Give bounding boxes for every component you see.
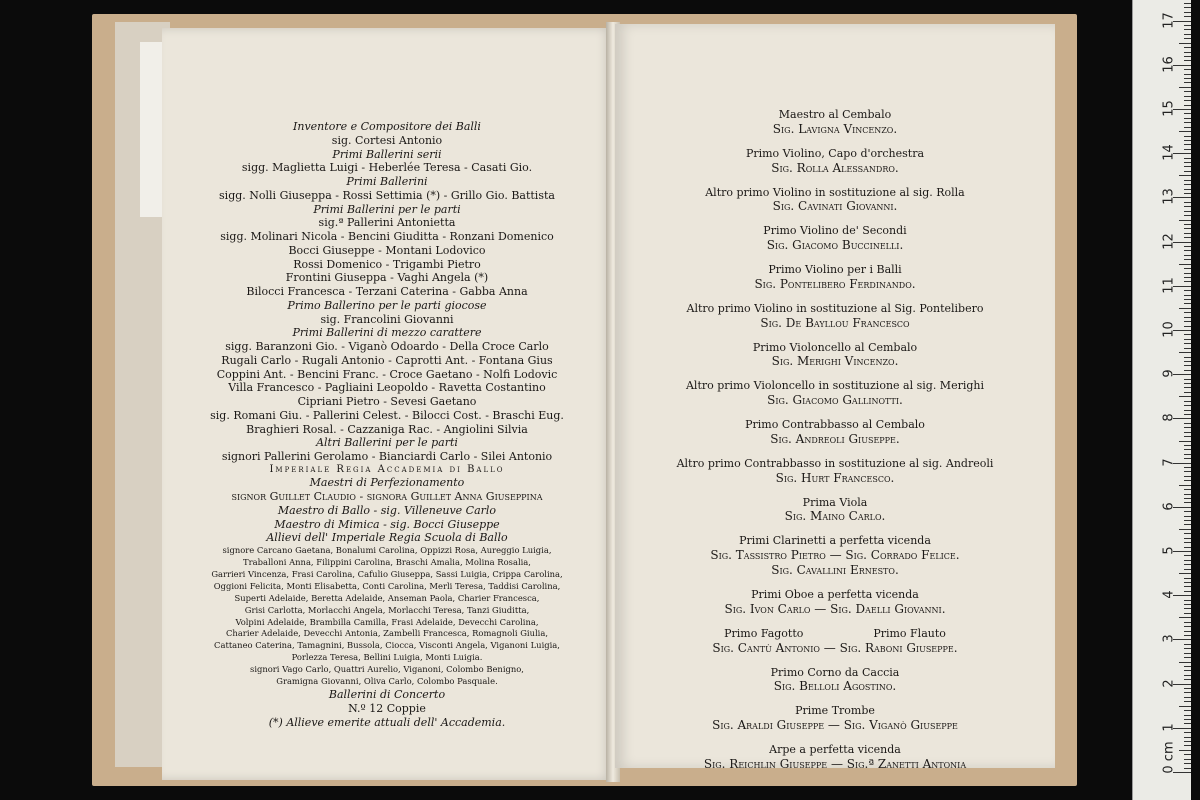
ruler-tick <box>1184 608 1191 609</box>
left-line: signore Carcano Gaetana, Bonalumi Carolina, Oppizzi Rosa, Aureggio Luigia, <box>222 545 552 555</box>
left-line: sigg. Maglietta Luigi - Heberlée Teresa - Casati Gio. <box>241 161 533 175</box>
ruler-tick <box>1184 533 1191 534</box>
left-line: Allievi dell' Imperiale Regia Scuola di Ballo <box>266 531 508 545</box>
ruler-tick <box>1184 277 1191 278</box>
ruler-tick <box>1179 87 1191 88</box>
left-line: signori Pallerini Gerolamo - Bianciardi Carlo - Silei Antonio <box>221 450 553 463</box>
musician-name: Sig. Ivon Carlo — Sig. Daelli Giovanni. <box>724 601 946 616</box>
ruler-tick <box>1184 644 1191 645</box>
left-line: Grisi Carlotta, Morlacchi Angela, Morlacchi Teresa, Tanzi Giuditta, <box>244 604 530 615</box>
ruler-tick <box>1184 423 1191 424</box>
ruler-tick <box>1184 96 1191 97</box>
ruler-tick <box>1184 273 1191 274</box>
musician-name: Sig. Hurt Francesco. <box>775 470 895 485</box>
ruler-tick <box>1184 542 1191 543</box>
ruler-tick <box>1179 131 1191 132</box>
ruler-tick <box>1184 140 1191 141</box>
ruler-tick <box>1184 657 1191 658</box>
left-line: Primi Ballerini serii <box>332 147 442 161</box>
ruler-number: 12 <box>1161 232 1177 250</box>
left-line: Superti Adelaide, Beretta Adelaide, Anseman Paola, Charier Francesca, <box>234 592 540 603</box>
ruler-tick <box>1184 710 1191 711</box>
ruler-tick <box>1184 82 1191 83</box>
ruler-tick <box>1184 171 1191 172</box>
role-heading: Altro primo Violino in sostituzione al sig. Rolla <box>705 185 965 199</box>
left-line: Maestro di Mimica - sig. Bocci Giuseppe <box>274 517 500 531</box>
ruler-tick <box>1184 268 1191 269</box>
ruler-tick <box>1179 264 1191 265</box>
ruler-number: 3 <box>1161 634 1177 644</box>
ruler-tick <box>1184 688 1191 689</box>
ruler-number: 4 <box>1161 590 1177 599</box>
ruler-tick <box>1184 12 1191 13</box>
ruler-tick <box>1184 317 1191 318</box>
ruler-tick <box>1184 348 1191 349</box>
ruler-tick <box>1184 445 1191 446</box>
ruler-tick <box>1179 485 1191 486</box>
ruler-tick <box>1179 352 1191 353</box>
ruler-tick <box>1184 586 1191 587</box>
ruler-tick <box>1184 489 1191 490</box>
ruler-tick <box>1184 69 1191 70</box>
ruler-tick <box>1184 361 1191 362</box>
ruler-tick <box>1184 732 1191 733</box>
ruler-tick <box>1184 582 1191 583</box>
role-heading: Primi Oboe a perfetta vicenda <box>751 588 919 601</box>
ruler-tick <box>1184 692 1191 693</box>
left-line: Porlezza Teresa, Bellini Luigia, Monti Luigia. <box>291 652 483 663</box>
ruler-tick <box>1184 295 1191 296</box>
ruler-tick <box>1184 25 1191 26</box>
left-page <box>162 28 612 780</box>
role-heading: Primo Violino, Capo d'orchestra <box>745 146 925 160</box>
ruler-tick <box>1184 648 1191 649</box>
ruler-tick <box>1184 569 1191 570</box>
ruler-tick <box>1179 220 1191 221</box>
ruler-tick <box>1184 405 1191 406</box>
ruler-tick <box>1184 74 1191 75</box>
ruler-tick <box>1184 224 1191 225</box>
left-line: Primi Ballerini <box>346 175 428 188</box>
ruler-tick <box>1184 166 1191 167</box>
ruler-tick <box>1184 3 1191 4</box>
ruler-tick <box>1184 189 1191 190</box>
ruler-tick <box>1184 458 1191 459</box>
ruler-tick <box>1184 162 1191 163</box>
role-heading: Altro primo Violoncello in sostituzione al sig. Merighi <box>685 379 984 393</box>
ruler-tick <box>1184 768 1191 769</box>
musician-name: Sig. Rolla Alessandro. <box>771 160 899 175</box>
ruler-tick <box>1184 357 1191 358</box>
left-line: Bilocci Francesca - Terzani Caterina - Gabba Anna <box>246 285 528 298</box>
ruler-tick <box>1184 401 1191 402</box>
ruler-tick <box>1179 441 1191 442</box>
ruler-tick <box>1184 591 1191 592</box>
musician-name: Sig. Belloli Agostino. <box>773 679 897 694</box>
role-heading: Prima Viola <box>802 495 868 509</box>
ruler-tick <box>1184 100 1191 101</box>
ruler-tick <box>1184 653 1191 654</box>
ruler-tick <box>1184 494 1191 495</box>
musician-name: Sig. De Bayllou Francesco <box>760 315 910 330</box>
ruler-tick <box>1184 410 1191 411</box>
ruler-number: 1 <box>1161 723 1177 732</box>
left-line: Cattaneo Caterina, Tamagnini, Bussola, Ciocca, Visconti Angela, Viganoni Luigia, <box>214 640 560 651</box>
ruler-tick <box>1184 476 1191 477</box>
left-line: Maestri di Perfezionamento <box>309 476 465 490</box>
ruler-tick <box>1184 449 1191 450</box>
right-page <box>615 24 1055 771</box>
ruler-tick <box>1184 184 1191 185</box>
ruler-tick <box>1179 396 1191 397</box>
ruler-tick <box>1184 105 1191 106</box>
ruler-tick <box>1184 383 1191 384</box>
ruler-tick <box>1184 635 1191 636</box>
ruler-tick <box>1184 670 1191 671</box>
ruler-tick <box>1184 737 1191 738</box>
ruler-tick <box>1184 299 1191 300</box>
left-line: Garrieri Vincenza, Frasi Carolina, Cafulio Giuseppa, Sassi Luigia, Crippa Carolina, <box>211 568 563 579</box>
ruler-tick <box>1184 250 1191 251</box>
ruler-tick <box>1184 564 1191 565</box>
ruler-tick <box>1184 480 1191 481</box>
role-heading: Primo Violoncello al Cembalo <box>752 340 918 354</box>
ruler-tick <box>1184 379 1191 380</box>
ruler-tick <box>1184 180 1191 181</box>
ruler-tick <box>1184 520 1191 521</box>
role-heading: Primo Contrabbasso al Cembalo <box>745 418 925 431</box>
musician-name: Sig. Merighi Vincenzo. <box>771 354 899 369</box>
ruler-tick <box>1184 211 1191 212</box>
musician-name: Sig. Araldi Giuseppe — Sig. Viganò Giuseppe <box>712 718 958 732</box>
measuring-ruler <box>1132 0 1191 800</box>
ruler-tick <box>1184 471 1191 472</box>
role-heading: Primo Violino per i Balli <box>768 263 902 276</box>
ruler-tick <box>1184 52 1191 53</box>
ruler-tick <box>1184 679 1191 680</box>
left-line: Oggioni Felicita, Monti Elisabetta, Conti Carolina, Merli Teresa, Taddisi Carolina, <box>213 580 561 591</box>
ruler-tick <box>1184 578 1191 579</box>
ruler-tick <box>1184 763 1191 764</box>
role-heading: Prime Trombe <box>795 704 875 718</box>
ruler-tick <box>1184 604 1191 605</box>
left-line: Volpini Adelaide, Brambilla Camilla, Frasi Adelaide, Devecchi Carolina, <box>235 616 539 627</box>
left-line: Maestro di Ballo - sig. Villeneuve Carlo <box>277 503 497 517</box>
ruler-tick <box>1184 193 1191 194</box>
ruler-tick <box>1184 555 1191 556</box>
ruler-tick <box>1184 326 1191 327</box>
ruler-number: 17 <box>1161 11 1177 29</box>
ruler-tick <box>1184 759 1191 760</box>
left-line: Altri Ballerini per le parti <box>316 436 458 450</box>
ruler-tick <box>1184 303 1191 304</box>
ruler-tick <box>1184 427 1191 428</box>
ruler-tick <box>1184 312 1191 313</box>
ruler-tick <box>1184 560 1191 561</box>
musician-name: Sig. Giacomo Buccinelli. <box>766 238 904 252</box>
ruler-tick <box>1184 233 1191 234</box>
musician-name: Sig. Cavinati Giovanni. <box>772 199 898 214</box>
musician-name: Sig. Lavigna Vincenzo. <box>772 121 898 136</box>
left-line: signori Vago Carlo, Quattri Aurelio, Viganoni, Colombo Benigno, <box>250 664 524 675</box>
ruler-tick <box>1184 60 1191 61</box>
role-heading: Altro primo Contrabbasso in sostituzione al sig. Andreoli <box>676 456 994 470</box>
ruler-tick <box>1184 622 1191 623</box>
ruler-number: 5 <box>1161 546 1177 555</box>
ruler-number: 13 <box>1161 188 1177 206</box>
role-heading: Arpe a perfetta vicenda <box>769 743 901 756</box>
ruler-number: 8 <box>1161 413 1177 423</box>
ruler-tick <box>1184 498 1191 499</box>
ruler-tick <box>1184 56 1191 57</box>
role-heading: Maestro al Cembalo <box>778 108 892 121</box>
left-line: Primo Ballerino per le parti giocose <box>287 298 487 312</box>
ruler-tick <box>1184 516 1191 517</box>
left-line: Ballerini di Concerto <box>328 688 446 702</box>
ruler-tick <box>1184 538 1191 539</box>
ruler-tick <box>1184 215 1191 216</box>
ruler-tick <box>1184 343 1191 344</box>
ruler-tick <box>1184 127 1191 128</box>
ruler-tick <box>1184 741 1191 742</box>
ruler-tick <box>1184 16 1191 17</box>
ruler-tick <box>1184 392 1191 393</box>
musician-name: Sig. Andreoli Giuseppe. <box>770 431 900 446</box>
ruler-tick <box>1184 47 1191 48</box>
ruler-tick <box>1184 511 1191 512</box>
ruler-tick <box>1184 365 1191 366</box>
left-line: N.º 12 Coppie <box>348 701 426 715</box>
role-heading: Primi Clarinetti a perfetta vicenda <box>739 534 931 548</box>
ruler-tick <box>1179 617 1191 618</box>
ruler-tick <box>1179 43 1191 44</box>
ruler-number: 16 <box>1161 56 1177 73</box>
ruler-tick <box>1184 715 1191 716</box>
left-line: (*) Allieve emerite attuali dell' Accademia. <box>268 715 506 729</box>
ruler-tick <box>1184 202 1191 203</box>
paper-strip <box>140 42 162 217</box>
ruler-number: 7 <box>1161 457 1177 467</box>
ruler-tick <box>1184 432 1191 433</box>
ruler-tick <box>1184 370 1191 371</box>
ruler-tick <box>1184 666 1191 667</box>
ruler-tick <box>1184 122 1191 123</box>
ruler-tick <box>1184 436 1191 437</box>
left-line: Inventore e Compositore dei Balli <box>293 120 481 133</box>
ruler-tick <box>1184 237 1191 238</box>
ruler-tick <box>1184 149 1191 150</box>
ruler-tick <box>1184 158 1191 159</box>
ruler-tick <box>1184 259 1191 260</box>
left-line: Traballoni Anna, Filippini Carolina, Braschi Amalia, Molina Rosalia, <box>243 556 531 567</box>
ruler-tick <box>1184 334 1191 335</box>
ruler-tick <box>1184 29 1191 30</box>
ruler-number: 0 cm <box>1161 741 1177 774</box>
ruler-tick <box>1184 34 1191 35</box>
ruler-number: 10 <box>1161 321 1177 338</box>
musician-name: Sig. Reichlin Giuseppe — Sig.ª Zanetti Antonia <box>703 756 967 771</box>
ruler-tick <box>1184 321 1191 322</box>
left-line: Bocci Giuseppe - Montani Lodovico <box>288 243 486 257</box>
ruler-number: 2 <box>1161 678 1177 688</box>
ruler-tick <box>1184 387 1191 388</box>
musician-name: Sig. Giacomo Gallinotti. <box>767 393 903 407</box>
ruler-tick <box>1179 573 1191 574</box>
ruler-number: 9 <box>1161 369 1177 378</box>
left-line: Gramigna Giovanni, Oliva Carlo, Colombo Pasquale. <box>276 676 498 687</box>
ruler-tick <box>1184 206 1191 207</box>
left-line: Cipriani Pietro - Sevesi Gaetano <box>297 395 477 408</box>
ruler-tick <box>1184 414 1191 415</box>
ruler-tick <box>1184 118 1191 119</box>
left-line: Rugali Carlo - Rugali Antonio - Caprotti Ant. - Fontana Gius <box>221 353 553 367</box>
left-line: sig. Francolini Giovanni <box>320 312 454 326</box>
left-line: sigg. Molinari Nicola - Bencini Giuditta - Ronzani Domenico <box>220 230 554 243</box>
ruler-tick <box>1184 613 1191 614</box>
ruler-number: 15 <box>1161 100 1177 117</box>
ruler-tick <box>1184 38 1191 39</box>
left-line: Primi Ballerini per le parti <box>313 202 461 216</box>
left-line: Charier Adelaide, Devecchi Antonia, Zambelli Francesca, Romagnoli Giulia, <box>226 628 548 639</box>
left-line: Coppini Ant. - Bencini Franc. - Croce Gaetano - Nolfi Lodovic <box>216 367 558 381</box>
ruler-tick <box>1179 175 1191 176</box>
musician-name: Sig. Tassistro Pietro — Sig. Corrado Felice. <box>710 548 960 562</box>
ruler-tick <box>1184 626 1191 627</box>
ruler-number: 14 <box>1161 144 1177 161</box>
ruler-tick <box>1184 675 1191 676</box>
ruler-tick <box>1184 290 1191 291</box>
ruler-tick <box>1184 78 1191 79</box>
ruler-tick <box>1179 706 1191 707</box>
ruler-tick <box>1184 255 1191 256</box>
left-line: Imperiale Regia Accademia di Ballo <box>269 463 505 475</box>
ruler-tick <box>1184 719 1191 720</box>
role-heading: Primo Corno da Caccia <box>770 665 900 679</box>
role-heading: Altro primo Violino in sostituzione al Sig. Pontelibero <box>686 301 984 315</box>
ruler-tick <box>1184 7 1191 8</box>
ruler-tick <box>1179 662 1191 663</box>
left-line: sig. Romani Giu. - Pallerini Celest. - Bilocci Cost. - Braschi Eug. <box>210 408 564 422</box>
ruler-tick <box>1184 281 1191 282</box>
left-line: sigg. Baranzoni Gio. - Viganò Odoardo - Della Croce Carlo <box>225 340 549 353</box>
left-line: Villa Francesco - Pagliaini Leopoldo - Ravetta Costantino <box>228 381 546 395</box>
ruler-tick <box>1184 467 1191 468</box>
ruler-tick <box>1184 754 1191 755</box>
left-line: sig.ª Pallerini Antonietta <box>318 216 456 230</box>
ruler-tick <box>1179 308 1191 309</box>
ruler-tick <box>1184 454 1191 455</box>
ruler-tick <box>1184 91 1191 92</box>
ruler-tick <box>1184 723 1191 724</box>
ruler-tick <box>1184 246 1191 247</box>
role-heading: Primo Fagotto Primo Flauto <box>724 626 946 640</box>
ruler-tick <box>1179 529 1191 530</box>
musician-name: Sig. Cavallini Ernesto. <box>771 563 899 577</box>
ruler-tick <box>1184 228 1191 229</box>
ruler-tick <box>1184 600 1191 601</box>
left-line: signor Guillet Claudio - signora Guillet Anna Giuseppina <box>231 490 543 503</box>
left-line: sig. Cortesi Antonio <box>331 133 443 147</box>
ruler-tick <box>1184 339 1191 340</box>
ruler-tick <box>1184 502 1191 503</box>
left-line: Rossi Domenico - Trigambi Pietro <box>293 257 481 271</box>
role-heading: Primo Violino de' Secondi <box>763 224 907 238</box>
left-line: Braghieri Rosal. - Cazzaniga Rac. - Angiolini Silvia <box>246 422 528 436</box>
ruler-tick <box>1184 144 1191 145</box>
ruler-tick <box>1179 750 1191 751</box>
ruler-tick <box>1184 631 1191 632</box>
ruler-tick <box>1184 701 1191 702</box>
right-page-text <box>615 108 1055 772</box>
ruler-number: 11 <box>1161 277 1177 294</box>
ruler-tick <box>1184 113 1191 114</box>
left-page-text <box>162 120 612 729</box>
ruler-tick <box>1184 547 1191 548</box>
left-line: Primi Ballerini di mezzo carattere <box>292 326 482 340</box>
musician-name: Sig. Cantù Antonio — Sig. Raboni Giuseppe. <box>712 640 958 655</box>
ruler-tick <box>1184 745 1191 746</box>
ruler-number: 6 <box>1161 502 1177 511</box>
musician-name: Sig. Pontelibero Ferdinando. <box>754 276 916 291</box>
ruler-tick <box>1184 697 1191 698</box>
ruler-tick <box>1184 136 1191 137</box>
left-line: sigg. Nolli Giuseppa - Rossi Settimia (*) - Grillo Gio. Battista <box>219 188 555 202</box>
ruler-tick <box>1184 524 1191 525</box>
left-line: Frontini Giuseppa - Vaghi Angela (*) <box>285 271 489 285</box>
musician-name: Sig. Maino Carlo. <box>784 509 886 524</box>
